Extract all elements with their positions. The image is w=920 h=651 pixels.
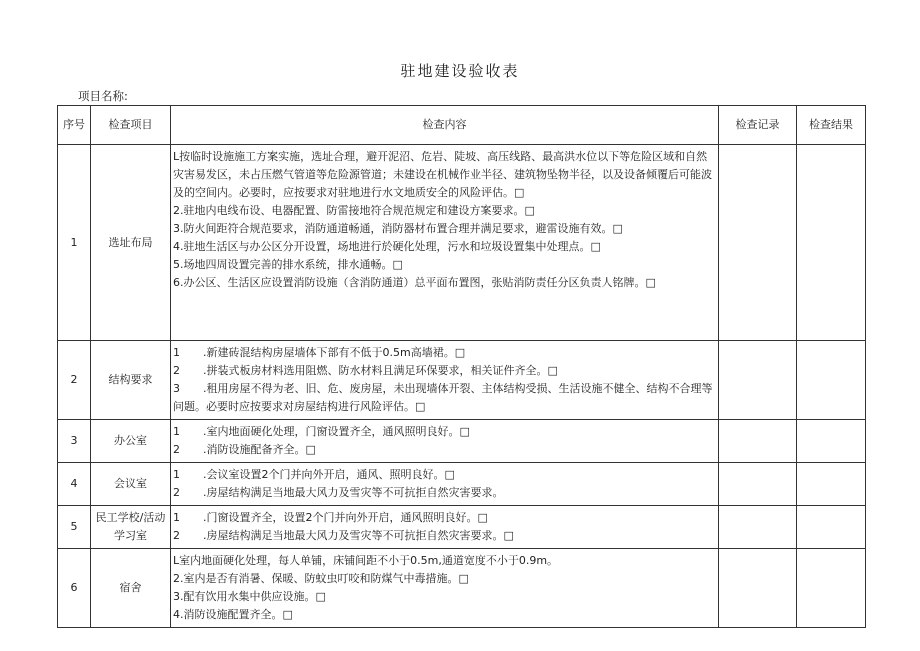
content-line: 2.驻地内电线布设、电器配置、防雷接地符合规范规定和建设方案要求。□ — [173, 204, 535, 217]
check-record-cell[interactable] — [719, 549, 797, 628]
content-line — [173, 466, 715, 484]
content-line — [173, 527, 715, 545]
content-line: 2.室内是否有消暑、保暖、防蚊虫叮咬和防煤气中毒措施。□ — [173, 572, 469, 585]
line-text: .室内地面硬化处理，门窗设置齐全，通风照明良好。□ — [203, 425, 470, 438]
check-record-cell[interactable] — [719, 420, 797, 463]
check-item: 选址布局 — [91, 145, 171, 341]
line-number: 1 — [173, 346, 180, 359]
content-line: 6.办公区、生活区应设置消防设施（含消防通道）总平面布置图，张贴消防责任分区负责人铭牌。□ — [173, 276, 656, 289]
content-line — [173, 509, 715, 527]
check-item: 结构要求 — [91, 341, 171, 420]
table-row — [58, 549, 866, 628]
line-text: .门窗设置齐全，设置2个门并向外开启，通风照明良好。□ — [203, 511, 488, 524]
check-result-cell[interactable] — [797, 341, 866, 420]
check-record-cell[interactable] — [719, 506, 797, 549]
document-title: 驻地建设验收表 — [400, 62, 520, 80]
row-number: 3 — [58, 420, 91, 463]
check-result-cell[interactable] — [797, 506, 866, 549]
check-record-cell[interactable] — [719, 145, 797, 341]
table-row — [58, 145, 866, 341]
check-item: 会议室 — [91, 463, 171, 506]
content-line: L室内地面硬化处理，每人单铺，床铺间距不小于0.5m,通道宽度不小于0.9m。 — [173, 554, 559, 567]
row-number: 2 — [58, 341, 91, 420]
check-result-cell[interactable] — [797, 549, 866, 628]
line-text: .房屋结构满足当地最大风力及雪灾等不可抗拒自然灾害要求。□ — [203, 529, 514, 542]
check-content — [171, 420, 719, 463]
row-number: 5 — [58, 506, 91, 549]
line-text: .拼装式板房材料选用阻燃、防水材料且满足环保要求，相关证件齐全。□ — [203, 364, 558, 377]
line-number: 1 — [173, 468, 180, 481]
line-number: 2 — [173, 486, 180, 499]
line-number: 2 — [173, 364, 180, 377]
check-item: 民工学校/活动学习室 — [91, 506, 171, 549]
content-line — [173, 380, 715, 416]
line-text: .会议室设置2个门并向外开启，通风、照明良好。□ — [203, 468, 455, 481]
line-number: 1 — [173, 425, 180, 438]
check-result-cell[interactable] — [797, 420, 866, 463]
line-number: 2 — [173, 529, 180, 542]
table-row — [58, 506, 866, 549]
content-line — [173, 484, 715, 502]
check-content — [171, 549, 719, 628]
line-number: 1 — [173, 511, 180, 524]
check-record-cell[interactable] — [719, 463, 797, 506]
line-number: 3 — [173, 382, 180, 395]
check-content — [171, 506, 719, 549]
line-text: .租用房屋不得为老、旧、危、废房屋，未出现墙体开裂、主体结构受损、生活设施不健全、结构不合理等问题。必要时应按要求对房屋结构进行风险评估。□ — [173, 382, 713, 413]
check-item: 宿舍 — [91, 549, 171, 628]
project-name-label: 项目名称: — [78, 89, 128, 103]
content-line: 3.配有饮用水集中供应设施。□ — [173, 590, 326, 603]
line-text: .新建砖混结构房屋墙体下部有不低于0.5m高墙裙。□ — [203, 346, 466, 359]
table-header-row — [58, 106, 866, 145]
row-number: 4 — [58, 463, 91, 506]
check-item: 办公室 — [91, 420, 171, 463]
check-content — [171, 145, 719, 341]
content-line — [173, 362, 715, 380]
content-line: 5.场地四周设置完善的排水系统，排水通畅。□ — [173, 258, 403, 271]
line-text: .房屋结构满足当地最大风力及雪灾等不可抗拒自然灾害要求。 — [203, 486, 504, 499]
check-content — [171, 341, 719, 420]
line-number: 2 — [173, 443, 180, 456]
content-line: 4.驻地生活区与办公区分开设置，场地进行於硬化处理，污水和垃圾设置集中处理点。□ — [173, 240, 601, 253]
check-record-cell[interactable] — [719, 341, 797, 420]
header-content: 检查内容 — [171, 106, 719, 145]
content-line — [173, 441, 715, 459]
row-number: 1 — [58, 145, 91, 341]
check-content — [171, 463, 719, 506]
table-row — [58, 420, 866, 463]
content-line — [173, 423, 715, 441]
acceptance-table — [57, 105, 866, 628]
table-row — [58, 463, 866, 506]
check-result-cell[interactable] — [797, 463, 866, 506]
header-result: 检查结果 — [797, 106, 866, 145]
content-line: L按临时设施施工方案实施，选址合理，避开泥沼、危岩、陡坡、高压线路、最高洪水位以下等危险区域和自然灾害易发区，未占压燃气管道等危险源管道；未建设在机械作业半径、建筑物坠物半径，以及设备倾覆后可能波及的空间内。必要时，应按要求对驻地进行水文地质安全的风险评估。□ — [173, 150, 712, 199]
line-text: .消防设施配备齐全。□ — [203, 443, 316, 456]
check-result-cell[interactable] — [797, 145, 866, 341]
table-row — [58, 341, 866, 420]
content-line: 4.消防设施配置齐全。□ — [173, 608, 293, 621]
content-line: 3.防火间距符合规范要求，消防通道畅通，消防器材布置合理并满足要求，避雷设施有效。□ — [173, 222, 623, 235]
header-item: 检查项目 — [91, 106, 171, 145]
row-number: 6 — [58, 549, 91, 628]
header-record: 检查记录 — [719, 106, 797, 145]
content-line — [173, 344, 715, 362]
header-no: 序号 — [58, 106, 91, 145]
